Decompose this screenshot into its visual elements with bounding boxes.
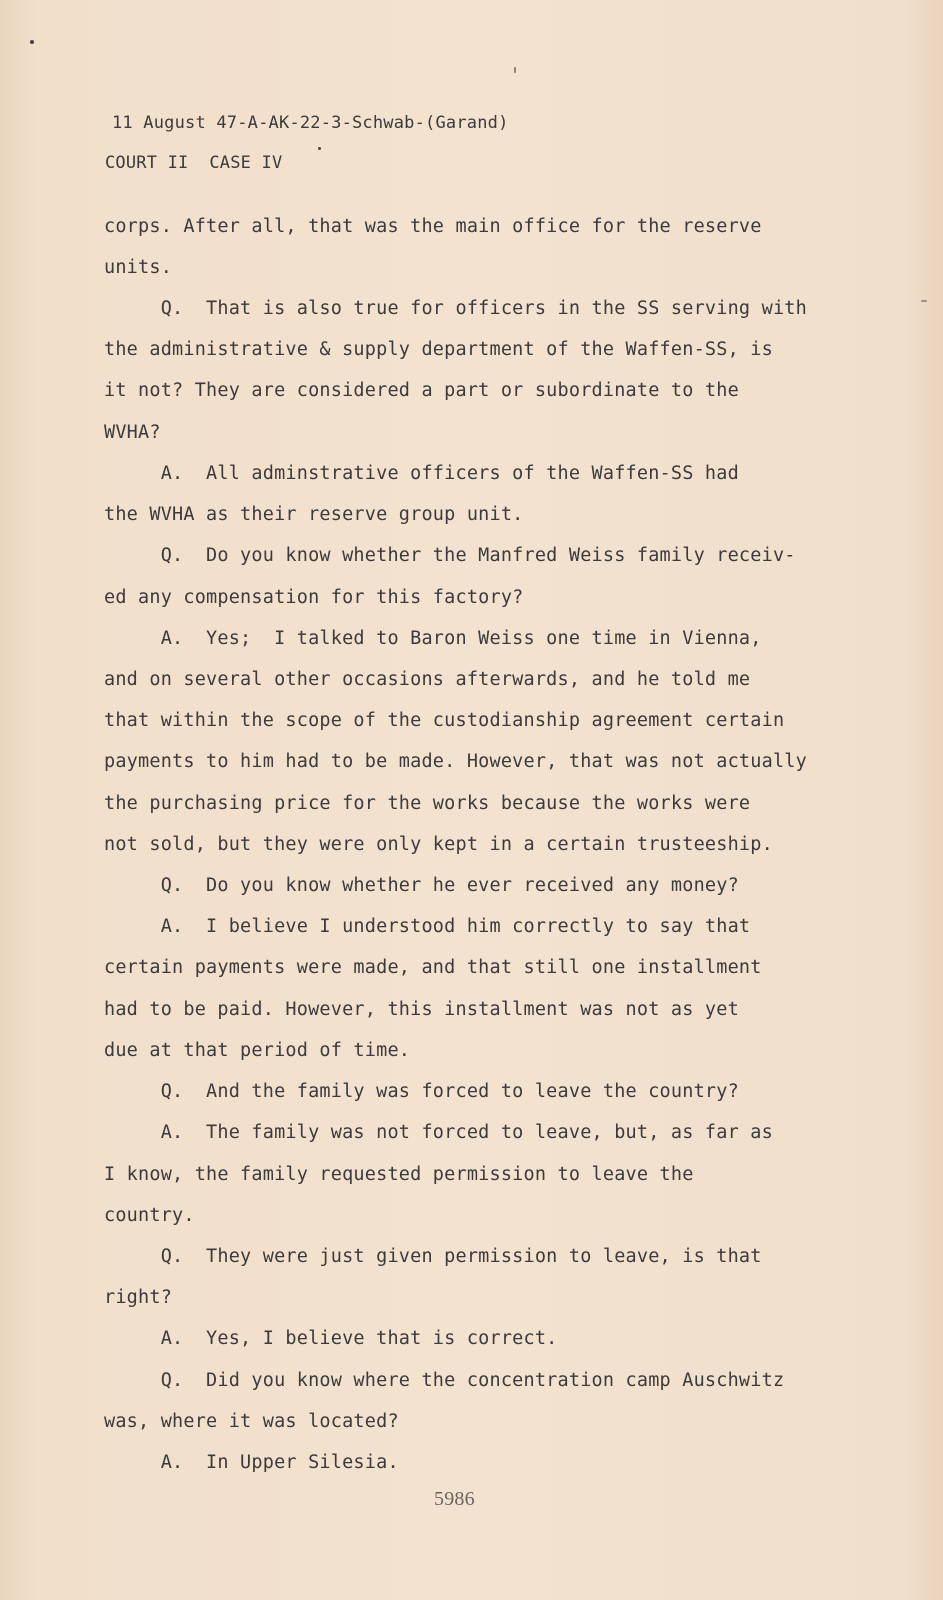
- text-line: had to be paid. However, this installment was not as yet: [104, 999, 739, 1020]
- text-line: was, where it was located?: [104, 1411, 399, 1432]
- text-line: the purchasing price for the works because the works were: [104, 793, 751, 814]
- text-line: and on several other occasions afterwards, and he told me: [104, 669, 751, 690]
- text-line: country.: [104, 1205, 195, 1226]
- text-line: WVHA?: [104, 422, 161, 443]
- header-court-line: COURT II CASE IV: [105, 153, 283, 173]
- text-line: the administrative & supply department of the Waffen-SS, is: [104, 339, 773, 360]
- text-line: right?: [104, 1287, 173, 1308]
- paper-speck: [921, 300, 927, 302]
- text-line: I know, the family requested permission to leave the: [104, 1164, 694, 1185]
- text-line: that within the scope of the custodianship agreement certain: [104, 710, 785, 731]
- text-line: Q. They were just given permission to leave, is that: [104, 1246, 762, 1267]
- text-line: Q. And the family was forced to leave the country?: [104, 1081, 739, 1102]
- text-line: A. In Upper Silesia.: [104, 1452, 399, 1473]
- text-line: units.: [104, 257, 173, 278]
- text-line: A. Yes; I talked to Baron Weiss one time in Vienna,: [104, 628, 762, 649]
- text-line: the WVHA as their reserve group unit.: [104, 504, 524, 525]
- text-line: ed any compensation for this factory?: [104, 587, 524, 608]
- page-number: 5986: [434, 1488, 475, 1510]
- paper-speck: [30, 40, 34, 44]
- text-line: Q. Did you know where the concentration camp Auschwitz: [104, 1370, 785, 1391]
- text-line: corps. After all, that was the main office for the reserve: [104, 216, 762, 237]
- text-line: A. The family was not forced to leave, but, as far as: [104, 1122, 773, 1143]
- text-line: A. All adminstrative officers of the Waffen-SS had: [104, 463, 739, 484]
- header-date-line: 11 August 47-A-AK-22-3-Schwab-(Garand): [112, 113, 509, 133]
- text-line: Q. Do you know whether he ever received any money?: [104, 875, 739, 896]
- text-line: Q. That is also true for officers in the SS serving with: [104, 298, 807, 319]
- text-line: it not? They are considered a part or subordinate to the: [104, 380, 739, 401]
- text-line: A. I believe I understood him correctly to say that: [104, 916, 751, 937]
- text-line: payments to him had to be made. However, that was not actually: [104, 751, 807, 772]
- paper-speck: [514, 67, 516, 73]
- text-line: due at that period of time.: [104, 1040, 411, 1061]
- paper-speck: [318, 147, 321, 150]
- text-line: not sold, but they were only kept in a certain trusteeship.: [104, 834, 773, 855]
- text-line: certain payments were made, and that still one installment: [104, 957, 762, 978]
- text-line: Q. Do you know whether the Manfred Weiss family receiv-: [104, 545, 796, 566]
- text-line: A. Yes, I believe that is correct.: [104, 1328, 558, 1349]
